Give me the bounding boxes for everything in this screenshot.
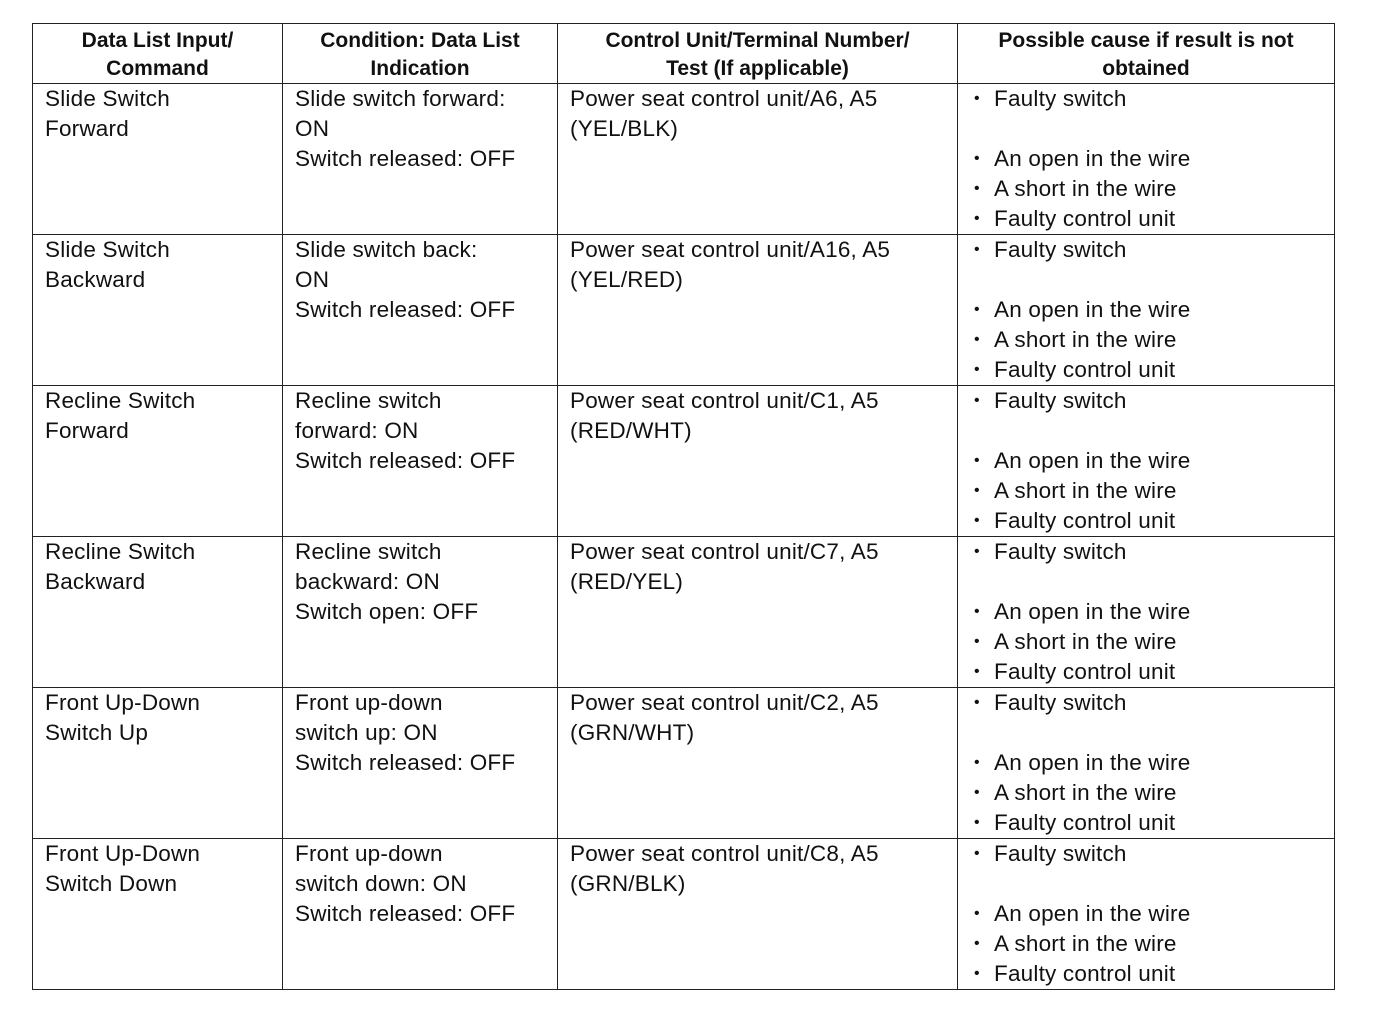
condition-cell-line: Switch released: OFF	[295, 297, 516, 322]
cause-item	[974, 386, 1324, 416]
terminal-cell-line: (RED/WHT)	[570, 418, 692, 443]
cause-item	[974, 295, 1324, 325]
condition-cell-line: Switch open: OFF	[295, 599, 479, 624]
header-condition: Condition: Data List Indication	[283, 24, 558, 84]
possible-cause-cell	[958, 839, 1335, 990]
condition-cell-line: Switch released: OFF	[295, 750, 516, 775]
cause-text: Faulty control unit	[994, 357, 1176, 382]
cause-text: Faulty control unit	[994, 508, 1176, 533]
input-command-cell-line: Recline Switch	[45, 539, 196, 564]
condition-cell-line: Recline switch	[295, 388, 442, 413]
bullet-icon: •	[974, 241, 980, 258]
bullet-icon: •	[974, 180, 980, 197]
terminal-cell-line: (YEL/BLK)	[570, 116, 679, 141]
input-command-cell	[33, 235, 283, 386]
terminal-cell-line: Power seat control unit/C1, A5	[570, 388, 879, 413]
terminal-cell-line: (RED/YEL)	[570, 569, 684, 594]
possible-cause-cell	[958, 84, 1335, 235]
input-command-cell-line: Backward	[45, 569, 146, 594]
table-row	[33, 386, 1335, 537]
bullet-icon: •	[974, 935, 980, 952]
cause-text: Faulty switch	[994, 86, 1127, 111]
input-command-cell-line: Forward	[45, 418, 129, 443]
cause-item	[974, 204, 1324, 234]
cause-item	[974, 84, 1324, 114]
terminal-cell-line: (GRN/BLK)	[570, 871, 686, 896]
cause-item	[974, 174, 1324, 204]
cause-item	[974, 839, 1324, 869]
cause-text: An open in the wire	[994, 448, 1191, 473]
cause-list	[970, 688, 1324, 838]
input-command-cell-line: Forward	[45, 116, 129, 141]
condition-cell-line: Slide switch forward:	[295, 86, 506, 111]
cause-item	[974, 899, 1324, 929]
cause-text: A short in the wire	[994, 629, 1177, 654]
cause-text: Faulty switch	[994, 690, 1127, 715]
cause-item	[974, 355, 1324, 385]
cause-item	[974, 597, 1324, 627]
bullet-icon: •	[974, 210, 980, 227]
terminal-cell	[558, 235, 958, 386]
cause-list	[970, 84, 1324, 234]
table-row	[33, 84, 1335, 235]
cause-text: A short in the wire	[994, 327, 1177, 352]
cause-item	[974, 748, 1324, 778]
table-row	[33, 537, 1335, 688]
terminal-cell-line: Power seat control unit/A16, A5	[570, 237, 891, 262]
cause-text: Faulty control unit	[994, 810, 1176, 835]
input-command-cell-line: Slide Switch	[45, 237, 170, 262]
cause-item	[974, 325, 1324, 355]
bullet-icon: •	[974, 482, 980, 499]
possible-cause-cell	[958, 235, 1335, 386]
input-command-cell-line: Front Up-Down	[45, 690, 201, 715]
possible-cause-cell	[958, 386, 1335, 537]
cause-item	[974, 657, 1324, 687]
condition-cell-line: Front up-down	[295, 841, 443, 866]
bullet-icon: •	[974, 905, 980, 922]
terminal-cell	[558, 537, 958, 688]
input-command-cell	[33, 386, 283, 537]
bullet-icon: •	[974, 965, 980, 982]
possible-cause-cell	[958, 537, 1335, 688]
input-command-cell-line: Switch Down	[45, 871, 178, 896]
condition-cell	[283, 537, 558, 688]
terminal-cell-line: Power seat control unit/C7, A5	[570, 539, 879, 564]
cause-item	[974, 808, 1324, 838]
bullet-icon: •	[974, 694, 980, 711]
condition-cell	[283, 688, 558, 839]
table-row	[33, 688, 1335, 839]
terminal-cell-line: Power seat control unit/C2, A5	[570, 690, 879, 715]
cause-item	[974, 235, 1324, 265]
cause-item	[974, 537, 1324, 567]
header-input-command: Data List Input/ Command	[33, 24, 283, 84]
condition-cell-line: Switch released: OFF	[295, 146, 516, 171]
terminal-cell-line: (GRN/WHT)	[570, 720, 695, 745]
condition-cell-line: Switch released: OFF	[295, 901, 516, 926]
cause-item	[974, 627, 1324, 657]
condition-cell-line: ON	[295, 116, 330, 141]
bullet-icon: •	[974, 845, 980, 862]
input-command-cell	[33, 688, 283, 839]
cause-text: Faulty switch	[994, 539, 1127, 564]
cause-text: Faulty switch	[994, 841, 1127, 866]
cause-text: Faulty control unit	[994, 961, 1176, 986]
condition-cell	[283, 839, 558, 990]
input-command-cell-line: Slide Switch	[45, 86, 170, 111]
cause-item	[974, 144, 1324, 174]
input-command-cell-line: Recline Switch	[45, 388, 196, 413]
header-row	[33, 24, 1335, 84]
bullet-icon: •	[974, 361, 980, 378]
bullet-icon: •	[974, 150, 980, 167]
bullet-icon: •	[974, 331, 980, 348]
bullet-icon: •	[974, 784, 980, 801]
condition-cell	[283, 84, 558, 235]
terminal-cell	[558, 839, 958, 990]
cause-text: An open in the wire	[994, 297, 1191, 322]
data-list-table	[32, 23, 1335, 990]
terminal-cell	[558, 688, 958, 839]
condition-cell-line: Switch released: OFF	[295, 448, 516, 473]
condition-cell-line: switch up: ON	[295, 720, 438, 745]
cause-text: A short in the wire	[994, 780, 1177, 805]
bullet-icon: •	[974, 754, 980, 771]
header-possible-cause: Possible cause if result is not obtained	[958, 24, 1335, 84]
condition-cell-line: forward: ON	[295, 418, 419, 443]
cause-item	[974, 476, 1324, 506]
cause-list	[970, 537, 1324, 687]
cause-list	[970, 839, 1324, 989]
cause-text: A short in the wire	[994, 931, 1177, 956]
input-command-cell-line: Backward	[45, 267, 146, 292]
cause-item	[974, 506, 1324, 536]
possible-cause-cell	[958, 688, 1335, 839]
bullet-icon: •	[974, 392, 980, 409]
bullet-icon: •	[974, 814, 980, 831]
cause-text: An open in the wire	[994, 599, 1191, 624]
table-row	[33, 235, 1335, 386]
header-terminal: Control Unit/Terminal Number/ Test (If applicable)	[558, 24, 958, 84]
condition-cell-line: Slide switch back:	[295, 237, 478, 262]
cause-text: Faulty switch	[994, 388, 1127, 413]
bullet-icon: •	[974, 543, 980, 560]
terminal-cell-line: Power seat control unit/C8, A5	[570, 841, 879, 866]
cause-text: An open in the wire	[994, 146, 1191, 171]
cause-item	[974, 929, 1324, 959]
bullet-icon: •	[974, 663, 980, 680]
cause-text: Faulty control unit	[994, 206, 1176, 231]
cause-text: Faulty switch	[994, 237, 1127, 262]
bullet-icon: •	[974, 603, 980, 620]
condition-cell-line: Recline switch	[295, 539, 442, 564]
cause-list	[970, 235, 1324, 385]
cause-text: A short in the wire	[994, 478, 1177, 503]
terminal-cell-line: (YEL/RED)	[570, 267, 684, 292]
input-command-cell-line: Front Up-Down	[45, 841, 201, 866]
bullet-icon: •	[974, 90, 980, 107]
cause-item	[974, 688, 1324, 718]
bullet-icon: •	[974, 301, 980, 318]
condition-cell	[283, 235, 558, 386]
bullet-icon: •	[974, 512, 980, 529]
cause-text: A short in the wire	[994, 176, 1177, 201]
input-command-cell	[33, 84, 283, 235]
cause-item	[974, 446, 1324, 476]
terminal-cell-line: Power seat control unit/A6, A5	[570, 86, 878, 111]
cause-text: An open in the wire	[994, 901, 1191, 926]
cause-text: An open in the wire	[994, 750, 1191, 775]
cause-text: Faulty control unit	[994, 659, 1176, 684]
terminal-cell	[558, 386, 958, 537]
input-command-cell-line: Switch Up	[45, 720, 149, 745]
condition-cell-line: switch down: ON	[295, 871, 467, 896]
bullet-icon: •	[974, 633, 980, 650]
condition-cell	[283, 386, 558, 537]
cause-list	[970, 386, 1324, 536]
table-row	[33, 839, 1335, 990]
bullet-icon: •	[974, 452, 980, 469]
input-command-cell	[33, 537, 283, 688]
input-command-cell	[33, 839, 283, 990]
cause-item	[974, 778, 1324, 808]
condition-cell-line: backward: ON	[295, 569, 440, 594]
cause-item	[974, 959, 1324, 989]
condition-cell-line: Front up-down	[295, 690, 443, 715]
terminal-cell	[558, 84, 958, 235]
condition-cell-line: ON	[295, 267, 330, 292]
